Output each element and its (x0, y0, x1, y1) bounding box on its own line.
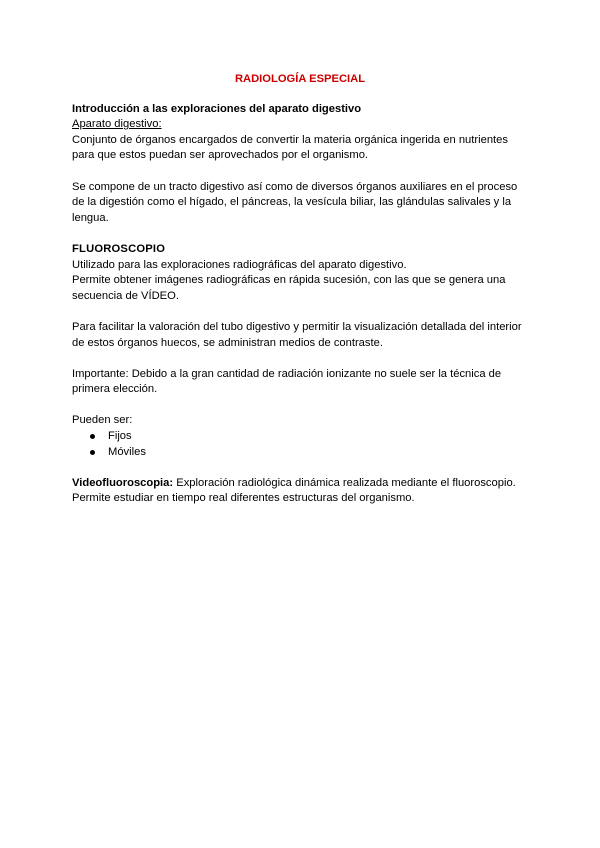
list-item-label: Móviles (108, 445, 146, 458)
types-intro: Pueden ser: (72, 414, 133, 427)
list-item-label: Fijos (108, 430, 132, 443)
important-paragraph: Importante: Debido a la gran cantidad de radiación ionizante no suele ser la técnica de primera elección. (72, 367, 502, 396)
document-title: RADIOLOGÍA ESPECIAL (234, 73, 366, 85)
videofluoroscopy-definition: Exploración radiológica dinámica realizada mediante el fluoroscopio. Permite estudiar en tiempo real diferentes estructuras del organismo. (72, 476, 516, 505)
bullet-icon (90, 450, 95, 455)
fluoroscope-line-2: Permite obtener imágenes radiográficas en rápida sucesión, con las que se genera una secuencia de VÍDEO. (72, 274, 506, 302)
videofluoroscopy-paragraph (72, 476, 528, 507)
fluoroscope-line-1: Utilizado para las exploraciones radiográficas del aparato digestivo. (72, 258, 407, 271)
fluoroscope-heading: FLUOROSCOPIO (72, 242, 166, 255)
types-list (72, 429, 528, 460)
digestive-subheading: Aparato digestivo: (72, 118, 162, 131)
videofluoroscopy-term: Videofluoroscopia: (72, 476, 174, 489)
bullet-icon (90, 434, 95, 439)
intro-heading: Introducción a las exploraciones del aparato digestivo (72, 102, 362, 115)
list-item (72, 429, 528, 445)
composition-paragraph: Se compone de un tracto digestivo así como de diversos órganos auxiliares en el proceso de la digestión como el hígado, el páncreas, la vesícula biliar, las glándulas salivales y la lengua. (72, 180, 518, 224)
document-body (72, 72, 528, 507)
definition-paragraph: Conjunto de órganos encargados de convertir la materia orgánica ingerida en nutrientes para que estos puedan ser aprovechados por el organismo. (72, 133, 508, 162)
list-item (72, 445, 528, 461)
contrast-paragraph: Para facilitar la valoración del tubo digestivo y permitir la visualización detallada del interior de estos órganos huecos, se administran medios de contraste. (72, 320, 522, 349)
